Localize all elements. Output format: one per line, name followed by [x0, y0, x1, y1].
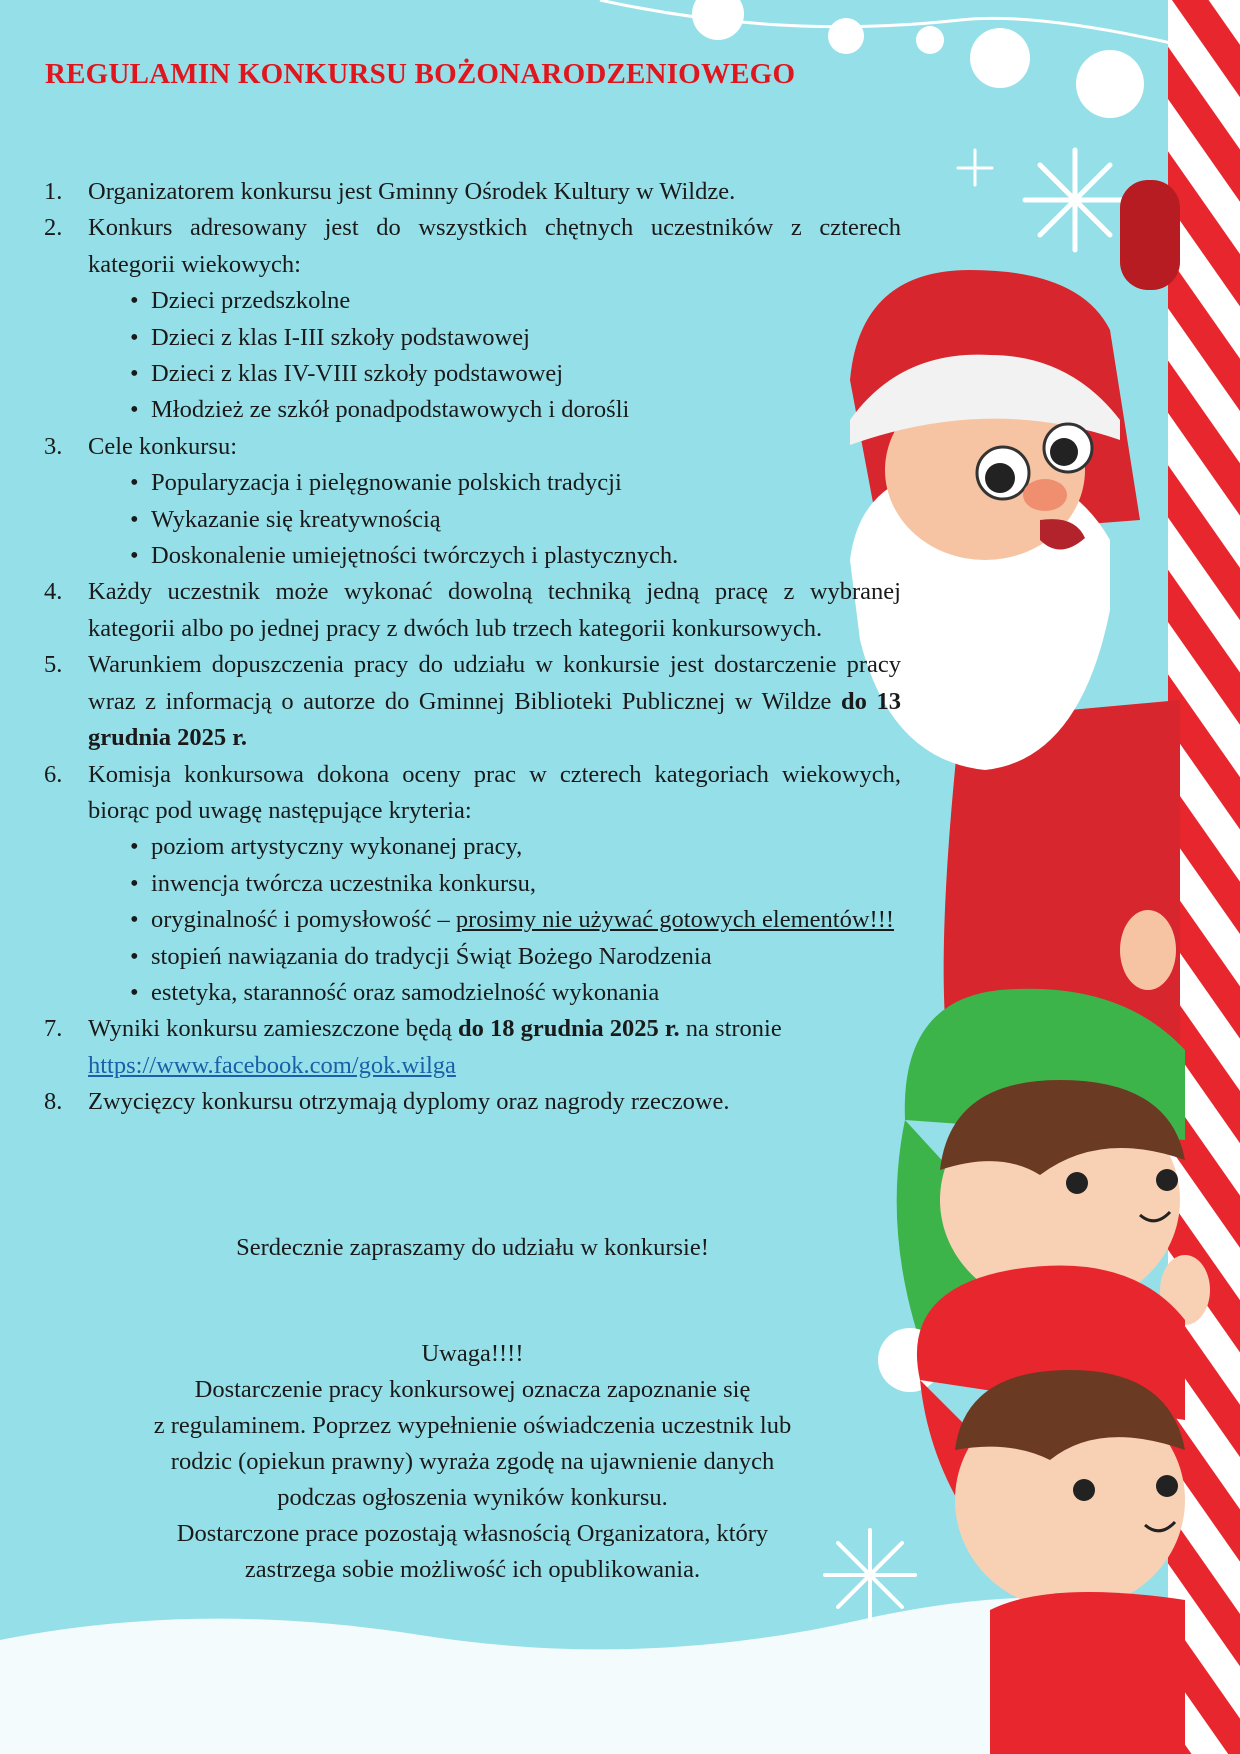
- rule-text: Konkurs adresowany jest do wszystkich chętnych uczestników z czterech kategorii wiekowych:: [88, 214, 901, 278]
- list-item: • Doskonalenie umiejętności twórczych i plastycznych.: [130, 542, 679, 570]
- notice-line: Dostarczone prace pozostają własnością Organizatora, który: [176, 1520, 769, 1547]
- goals-list: [44, 465, 901, 574]
- list-item: • poziom artystyczny wykonanej pracy,: [130, 833, 523, 861]
- list-item: • stopień nawiązania do tradycji Świąt Bożego Narodzenia: [130, 942, 712, 970]
- rule-number: 6.: [44, 760, 63, 788]
- age-categories-list: [44, 283, 901, 429]
- rule-item-5: [44, 647, 901, 756]
- notice-heading: Uwaga!!!!: [421, 1340, 524, 1367]
- ornament-ball: [1076, 50, 1144, 118]
- notice-line: z regulaminem. Poprzez wypełnienie oświadczenia uczestnik lub: [153, 1412, 792, 1439]
- notice-block: [44, 1336, 901, 1588]
- criteria-list: [44, 829, 901, 1011]
- ornament-ball: [692, 0, 744, 40]
- notice-line: zastrzega sobie możliwość ich opublikowania.: [244, 1556, 701, 1583]
- rule-number: 2.: [44, 214, 63, 242]
- list-item: • estetyka, staranność oraz samodzielność wykonania: [130, 978, 660, 1006]
- rule-number: 1.: [44, 178, 63, 205]
- ornament-ball: [828, 18, 864, 54]
- rule-item-8: [44, 1084, 901, 1120]
- deadline-date: do 13 grudnia 2025 r.: [88, 687, 901, 752]
- rule-number: 8.: [44, 1088, 63, 1116]
- rule-text: Cele konkursu:: [88, 432, 238, 460]
- list-item: • oryginalność i pomysłowość – prosimy nie używać gotowych elementów!!!: [130, 906, 895, 934]
- snowflake-icon: [1025, 150, 1125, 250]
- invitation-text: Serdecznie zapraszamy do udziału w konkursie!: [236, 1234, 709, 1261]
- underlined-warning: prosimy nie używać gotowych elementów!!!: [455, 906, 895, 934]
- rule-text: Zwycięzcy konkursu otrzymają dyplomy oraz nagrody rzeczowe.: [88, 1088, 730, 1116]
- rule-item-3: [44, 429, 901, 465]
- rule-number: 7.: [44, 1015, 63, 1043]
- list-item: • Dzieci z klas I-III szkoły podstawowej: [130, 323, 530, 351]
- rule-text: Komisja konkursowa dokona oceny prac w czterech kategoriach wiekowych, biorąc pod uwagę następujące kryteria:: [88, 760, 901, 824]
- rule-item-1: [44, 174, 901, 210]
- rule-number: 4.: [44, 578, 63, 606]
- rule-text: Wyniki konkursu zamieszczone będą do 18 grudnia 2025 r. na stronie https://www.facebook.com/gok.wilga: [88, 1015, 782, 1079]
- rule-item-7: [44, 1011, 901, 1084]
- rule-item-2: [44, 210, 901, 283]
- list-item: • Dzieci przedszkolne: [130, 287, 351, 315]
- list-item: • Popularyzacja i pielęgnowanie polskich tradycji: [130, 469, 622, 497]
- rule-number: 5.: [44, 651, 63, 679]
- list-item: • Wykazanie się kreatywnością: [130, 505, 441, 533]
- list-item: • inwencja twórcza uczestnika konkursu,: [130, 869, 537, 897]
- results-date: do 18 grudnia 2025 r.: [457, 1015, 680, 1043]
- facebook-link[interactable]: https://www.facebook.com/gok.wilga: [88, 1051, 456, 1079]
- notice-line: rodzic (opiekun prawny) wyraża zgodę na ujawnienie danych: [170, 1448, 775, 1475]
- notice-line: Dostarczenie pracy konkursowej oznacza zapoznanie się: [194, 1376, 751, 1403]
- list-item: • Dzieci z klas IV-VIII szkoły podstawowej: [130, 360, 564, 388]
- notice-line: podczas ogłoszenia wyników konkursu.: [277, 1484, 668, 1511]
- rule-number: 3.: [44, 432, 63, 460]
- rule-text: Każdy uczestnik może wykonać dowolną techniką jedną pracę z wybranej kategorii albo po jednej pracy z dwóch lub trzech kategorii konkursowych.: [88, 578, 901, 642]
- rule-item-6: [44, 757, 901, 830]
- ornament-ball: [970, 28, 1030, 88]
- rules-list: [44, 174, 901, 1121]
- ornament-ball: [916, 26, 944, 54]
- rule-text: Organizatorem konkursu jest Gminny Ośrodek Kultury w Wildze.: [88, 178, 736, 205]
- list-item: • Młodzież ze szkół ponadpodstawowych i dorośli: [130, 396, 630, 424]
- page-title: REGULAMIN KONKURSU BOŻONARODZENIOWEGO: [45, 58, 796, 90]
- snowflake-icon: [958, 150, 992, 185]
- rule-item-4: [44, 574, 901, 647]
- rule-text: Warunkiem dopuszczenia pracy do udziału w konkursie jest dostarczenie pracy wraz z informacją o autorze do Gminnej Biblioteki Publicznej w Wildze do 13 grudnia 2025 r.: [88, 651, 901, 752]
